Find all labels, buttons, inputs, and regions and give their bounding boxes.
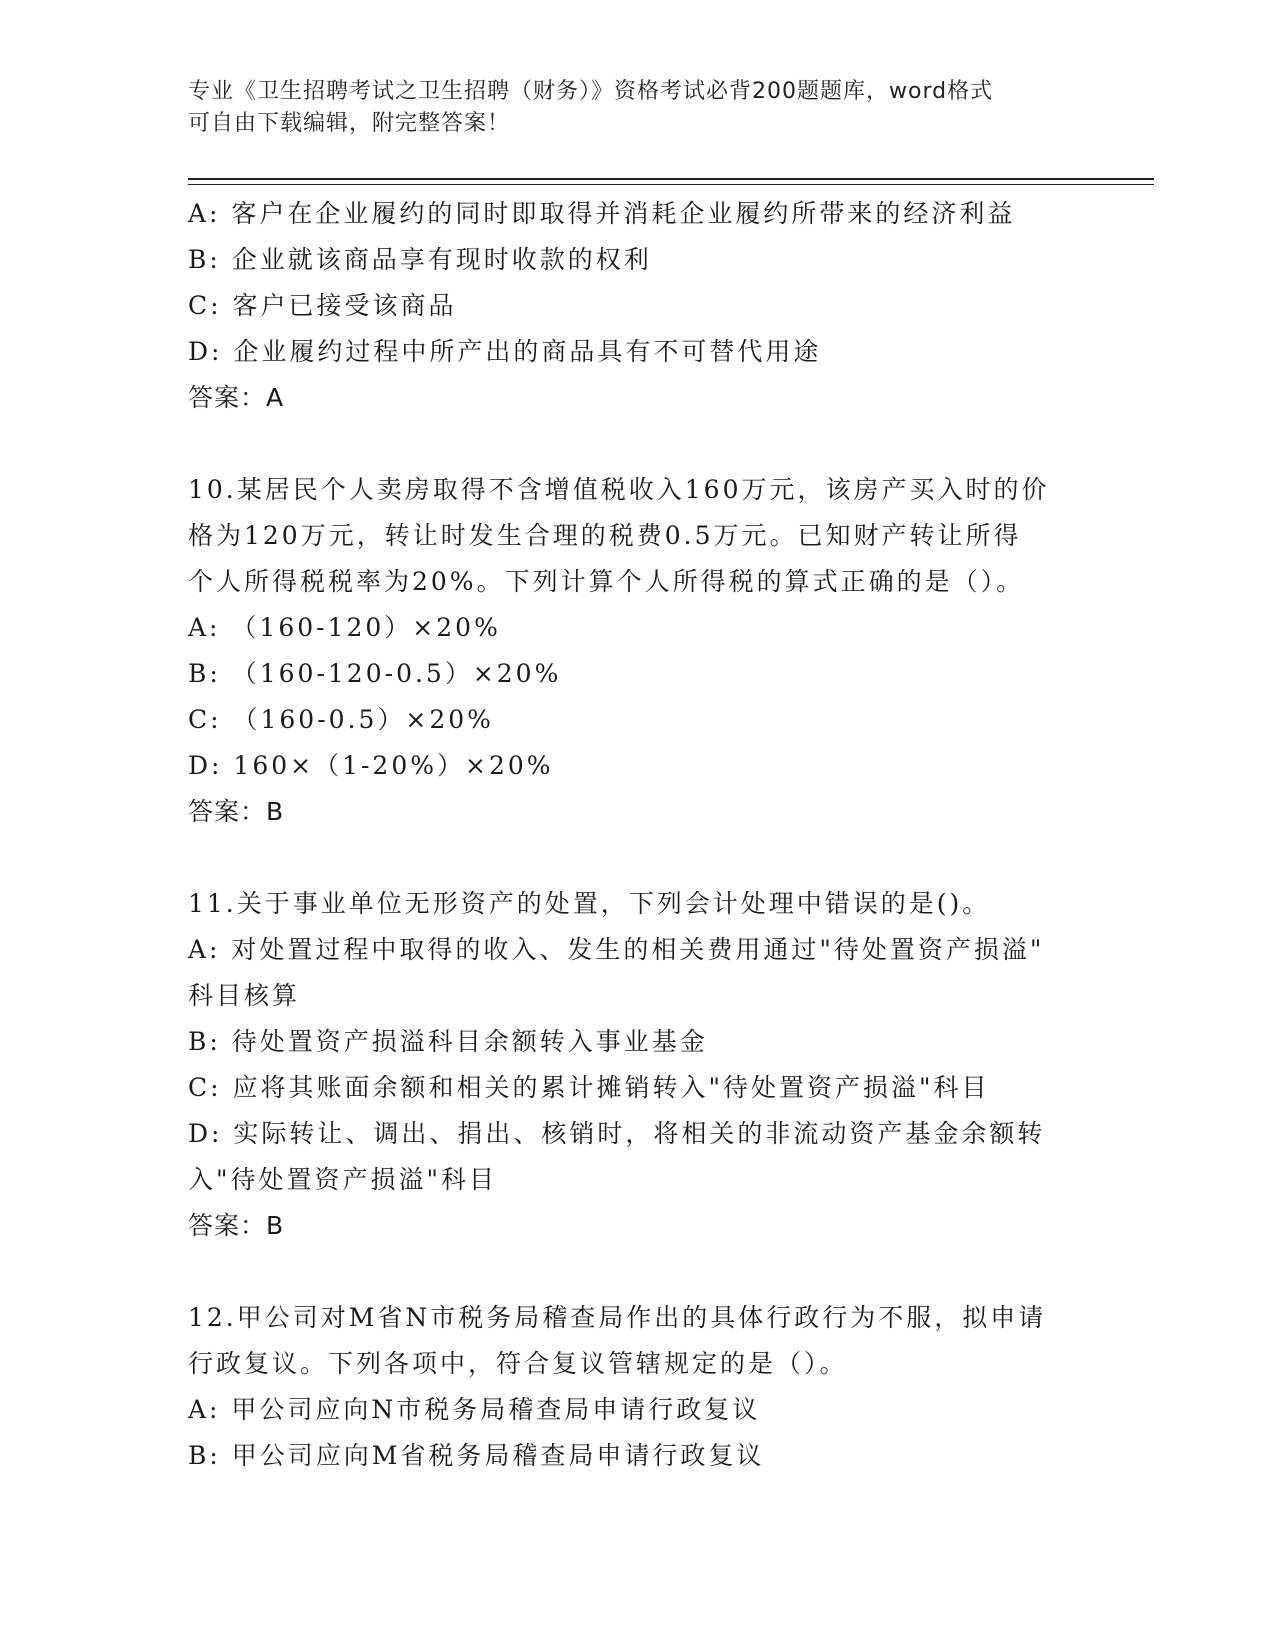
q10-stem-line-1: 10.某居民个人卖房取得不含增值税收入160万元，该房产买入时的价 [188, 475, 1050, 504]
q11-option-d-line-2: 入"待处置资产损溢"科目 [188, 1165, 497, 1194]
q11-option-d-line-1: D: 实际转让、调出、捐出、核销时，将相关的非流动资产基金余额转 [188, 1119, 1046, 1148]
q11-option-a-line-1: A: 对处置过程中取得的收入、发生的相关费用通过"待处置资产损溢" [188, 935, 1045, 964]
q10-option-d: D: 160×（1-20%）×20% [188, 751, 554, 780]
header-rule-thin [188, 184, 1154, 185]
q9-option-b: B: 企业就该商品享有现时收款的权利 [188, 245, 652, 274]
header-rule-thick [188, 178, 1154, 180]
question-10-block [188, 467, 1078, 835]
q11-stem-line-1: 11.关于事业单位无形资产的处置，下列会计处理中错误的是()。 [188, 889, 991, 918]
q9-option-c: C: 客户已接受该商品 [188, 291, 457, 320]
q10-answer: 答案：B [188, 797, 285, 826]
q12-option-a: A: 甲公司应向N市税务局稽查局申请行政复议 [188, 1395, 761, 1424]
question-9-block [188, 191, 1078, 421]
q12-stem-line-1: 12.甲公司对M省N市税务局稽查局作出的具体行政行为不服，拟申请 [188, 1303, 1047, 1332]
q11-answer: 答案：B [188, 1211, 285, 1240]
spacer [188, 835, 1078, 881]
spacer [188, 421, 1078, 467]
q10-stem-line-3: 个人所得税税率为20%。下列计算个人所得税的算式正确的是（）。 [188, 567, 1025, 596]
document-header [188, 76, 1088, 140]
header-line-2: 可自由下载编辑，附完整答案！ [188, 111, 511, 136]
q10-stem-line-2: 格为120万元，转让时发生合理的税费0.5万元。已知财产转让所得 [188, 521, 1022, 550]
question-12-block [188, 1295, 1078, 1479]
q11-option-b: B: 待处置资产损溢科目余额转入事业基金 [188, 1027, 708, 1056]
q11-option-a-line-2: 科目核算 [188, 981, 301, 1010]
q12-option-b: B: 甲公司应向M省税务局稽查局申请行政复议 [188, 1441, 765, 1470]
q10-option-b: B: （160-120-0.5）×20% [188, 659, 562, 688]
header-line-1: 专业《卫生招聘考试之卫生招聘（财务）》资格考试必背200题题库，word格式 [188, 79, 994, 104]
q10-option-a: A: （160-120）×20% [188, 613, 501, 642]
document-body [188, 191, 1078, 1479]
q11-option-c: C: 应将其账面余额和相关的累计摊销转入"待处置资产损溢"科目 [188, 1073, 990, 1102]
spacer [188, 1249, 1078, 1295]
q9-answer: 答案：A [188, 383, 285, 412]
q10-option-c: C: （160-0.5）×20% [188, 705, 494, 734]
question-11-block [188, 881, 1078, 1249]
q12-stem-line-2: 行政复议。下列各项中，符合复议管辖规定的是（）。 [188, 1349, 848, 1378]
q9-option-a: A: 客户在企业履约的同时即取得并消耗企业履约所带来的经济利益 [188, 199, 1016, 228]
q9-option-d: D: 企业履约过程中所产出的商品具有不可替代用途 [188, 337, 822, 366]
